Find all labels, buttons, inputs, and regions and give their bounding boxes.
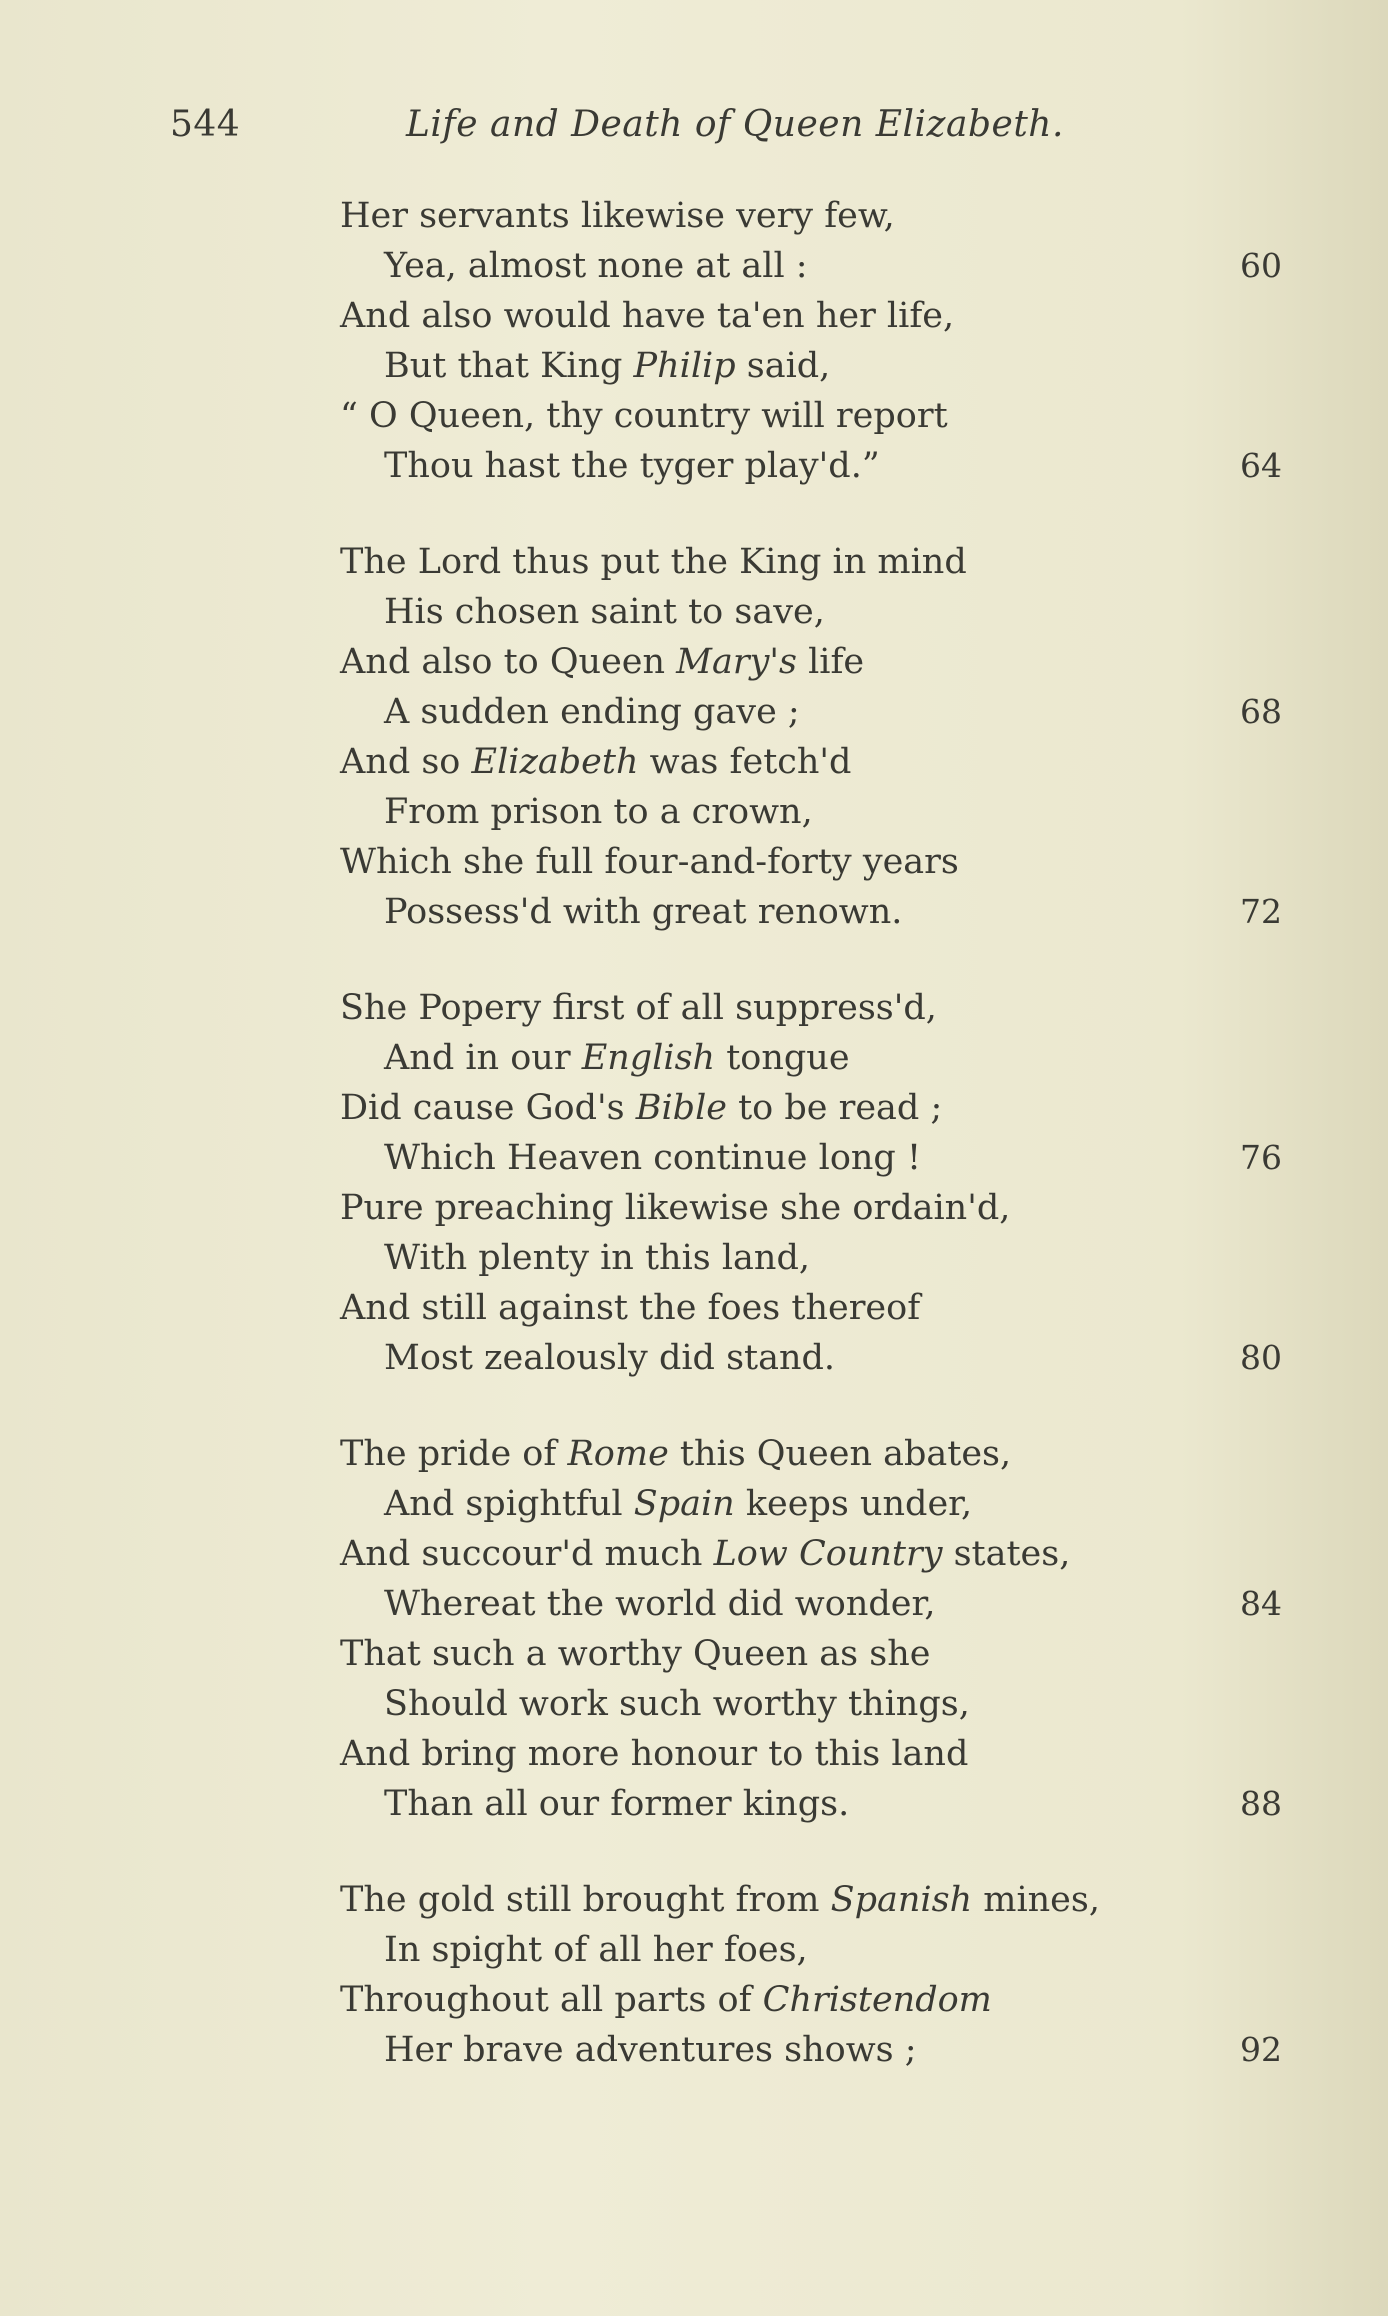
poem-line xyxy=(340,1283,1300,1333)
poem-line-text xyxy=(340,742,851,782)
poem-line-text xyxy=(340,892,902,932)
line-text-part: states, xyxy=(942,1534,1071,1574)
poem-line-text xyxy=(340,1734,968,1774)
line-number: 84 xyxy=(1240,1584,1282,1623)
line-text-part: was fetch'd xyxy=(638,742,852,782)
poem-line-text xyxy=(340,446,880,486)
line-text-part: mines, xyxy=(972,1880,1100,1920)
poem-line-text xyxy=(340,1238,810,1278)
poem-line-text xyxy=(340,988,937,1028)
poem-line xyxy=(340,737,1300,787)
line-text-part: Which Heaven continue long ! xyxy=(384,1138,922,1178)
poem-line xyxy=(340,537,1300,587)
line-number: 88 xyxy=(1240,1784,1282,1823)
poem-line-text xyxy=(340,1634,930,1674)
italic-text: Low Country xyxy=(713,1534,943,1574)
poem-line-text xyxy=(340,1138,921,1178)
poem-line xyxy=(340,687,1300,737)
poem-line-text xyxy=(340,1188,1010,1228)
poem-line-text xyxy=(340,542,967,582)
poem-line xyxy=(340,787,1300,837)
poem-line xyxy=(340,1033,1300,1083)
poem-line xyxy=(340,341,1300,391)
line-text-part: life xyxy=(796,642,865,682)
italic-text: Spain xyxy=(633,1484,735,1524)
italic-text: English xyxy=(581,1038,716,1078)
poem-line xyxy=(340,1133,1300,1183)
poem-line xyxy=(340,1083,1300,1133)
poem-line-text xyxy=(340,296,954,336)
poem-line xyxy=(340,983,1300,1033)
poem-line-text xyxy=(340,2030,917,2070)
poem-line-text xyxy=(340,792,813,832)
line-text-part: And spightful xyxy=(384,1484,634,1524)
poem-line-text xyxy=(340,692,800,732)
line-text-part: “ O Queen, thy country will report xyxy=(340,396,948,436)
line-text-part: And still against the foes thereof xyxy=(340,1288,921,1328)
poem-line xyxy=(340,241,1300,291)
line-number: 64 xyxy=(1240,446,1282,485)
poem-line-text xyxy=(340,1880,1100,1920)
running-title: Life and Death of Queen Elizabeth. xyxy=(406,104,1064,145)
italic-text: Elizabeth xyxy=(471,742,639,782)
poem-line xyxy=(340,191,1300,241)
poem-line xyxy=(340,1729,1300,1779)
line-text-part: She Popery first of all suppress'd, xyxy=(340,988,937,1028)
line-text-part: And succour'd much xyxy=(340,1534,714,1574)
poem-line-text xyxy=(340,1684,970,1724)
poem-line-text xyxy=(340,1088,942,1128)
line-number: 72 xyxy=(1240,892,1282,931)
poem-line-text xyxy=(340,1584,936,1624)
italic-text: Spanish xyxy=(830,1880,973,1920)
poem-line-text xyxy=(340,1338,835,1378)
line-text-part: The pride of xyxy=(340,1434,568,1474)
poem-line xyxy=(340,291,1300,341)
poem-line xyxy=(340,1333,1300,1383)
poem-line xyxy=(340,1679,1300,1729)
poem-line xyxy=(340,2025,1300,2075)
poem-line-text xyxy=(340,1534,1070,1574)
poem-line-text xyxy=(340,1484,972,1524)
poem-line xyxy=(340,1975,1300,2025)
poem-line-text xyxy=(340,346,830,386)
line-text-part: A sudden ending gave ; xyxy=(384,692,800,732)
line-text-part: Throughout all parts of xyxy=(340,1980,763,2020)
poem-line xyxy=(340,1479,1300,1529)
line-text-part: this Queen abates, xyxy=(668,1434,1012,1474)
line-text-part: Should work such worthy things, xyxy=(384,1684,970,1724)
poem-line-text xyxy=(340,642,864,682)
page-number: 544 xyxy=(170,104,241,145)
poem-line xyxy=(340,637,1300,687)
line-text-part: Her brave adventures shows ; xyxy=(384,2030,917,2070)
italic-text: Philip xyxy=(633,346,736,386)
poem-line-text xyxy=(340,1288,920,1328)
line-text-part: And also would have ta'en her life, xyxy=(340,296,955,336)
line-number: 76 xyxy=(1240,1138,1282,1177)
line-text-part: The gold still brought from xyxy=(340,1880,831,1920)
line-text-part: And bring more honour to this land xyxy=(340,1734,969,1774)
line-text-part: Did cause God's xyxy=(340,1088,636,1128)
line-text-part: keeps under, xyxy=(734,1484,973,1524)
poem-line xyxy=(340,1629,1300,1679)
poem-line-text xyxy=(340,592,825,632)
poem-line xyxy=(340,1779,1300,1829)
stanza xyxy=(340,1429,1300,1829)
stanza xyxy=(340,191,1300,491)
stanza xyxy=(340,1875,1300,2075)
line-text-part: From prison to a crown, xyxy=(384,792,813,832)
line-text-part: Her servants likewise very few, xyxy=(340,196,895,236)
line-text-part: His chosen saint to save, xyxy=(384,592,825,632)
line-text-part: Whereat the world did wonder, xyxy=(384,1584,936,1624)
line-text-part: But that King xyxy=(384,346,634,386)
poem-line-text xyxy=(340,1038,850,1078)
line-text-part: Most zealously did stand. xyxy=(384,1338,836,1378)
line-text-part: Thou hast the tyger play'd.” xyxy=(384,446,880,486)
poem-line xyxy=(340,587,1300,637)
line-text-part: Pure preaching likewise she ordain'd, xyxy=(340,1188,1011,1228)
poem-line xyxy=(340,441,1300,491)
poem-line-text xyxy=(340,1784,849,1824)
line-text-part: And so xyxy=(340,742,472,782)
line-number: 92 xyxy=(1240,2030,1282,2069)
line-text-part: And also to Queen xyxy=(340,642,677,682)
stanza xyxy=(340,537,1300,937)
page-header xyxy=(170,104,1170,164)
poem-line-text xyxy=(340,842,959,882)
line-text-part: Yea, almost none at all : xyxy=(384,246,808,286)
poem-line-text xyxy=(340,196,895,236)
line-text-part: With plenty in this land, xyxy=(384,1238,810,1278)
line-text-part: said, xyxy=(735,346,831,386)
line-number: 80 xyxy=(1240,1338,1282,1377)
line-number: 60 xyxy=(1240,246,1282,285)
stanza xyxy=(340,983,1300,1383)
poem-line xyxy=(340,1875,1300,1925)
line-text-part: And in our xyxy=(384,1038,582,1078)
poem-line-text xyxy=(340,1434,1011,1474)
poem-line xyxy=(340,1925,1300,1975)
line-text-part: Which she full four-and-forty years xyxy=(340,842,959,882)
poem-body xyxy=(340,191,1300,2075)
poem-line xyxy=(340,887,1300,937)
poem-line-text xyxy=(340,1930,808,1970)
line-text-part: The Lord thus put the King in mind xyxy=(340,542,967,582)
poem-line-text xyxy=(340,246,808,286)
poem-line xyxy=(340,837,1300,887)
line-number: 68 xyxy=(1240,692,1282,731)
italic-text: Mary's xyxy=(676,642,797,682)
line-text-part: Than all our former kings. xyxy=(384,1784,850,1824)
poem-line-text xyxy=(340,396,948,436)
line-text-part: to be read ; xyxy=(726,1088,943,1128)
poem-line xyxy=(340,1579,1300,1629)
line-text-part: tongue xyxy=(715,1038,850,1078)
poem-line xyxy=(340,1233,1300,1283)
poem-line xyxy=(340,1529,1300,1579)
poem-line-text xyxy=(340,1980,992,2020)
line-text-part: Possess'd with great renown. xyxy=(384,892,903,932)
poem-line xyxy=(340,1183,1300,1233)
line-text-part: In spight of all her foes, xyxy=(384,1930,808,1970)
italic-text: Rome xyxy=(567,1434,669,1474)
italic-text: Bible xyxy=(635,1088,727,1128)
line-text-part: That such a worthy Queen as she xyxy=(340,1634,931,1674)
italic-text: Christendom xyxy=(762,1980,992,2020)
poem-line xyxy=(340,391,1300,441)
poem-line xyxy=(340,1429,1300,1479)
